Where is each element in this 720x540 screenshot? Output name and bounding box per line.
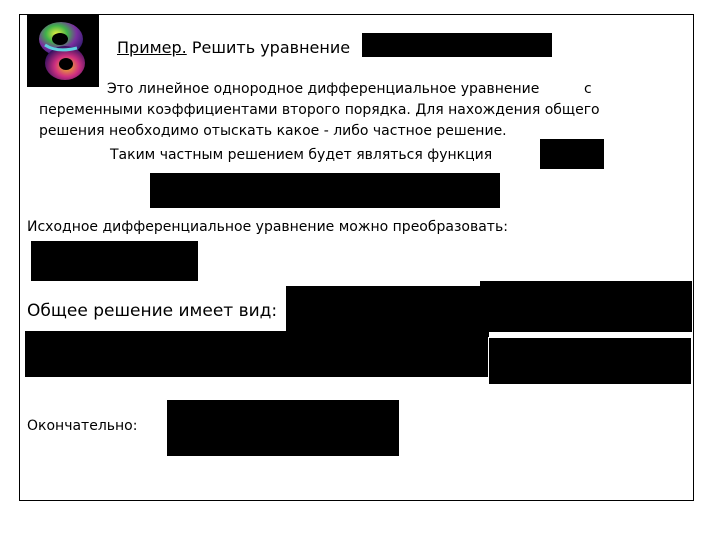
redacted-verification xyxy=(150,173,500,208)
example-task: Решить уравнение xyxy=(186,38,351,57)
paragraph-line-3: решения необходимо отыскать какое - либо частное решение. xyxy=(39,123,507,139)
redacted-general-solution-b xyxy=(480,281,692,303)
paragraph-line-4: Таким частным решением будет являться функция xyxy=(110,147,493,163)
torus-3d-figure-icon xyxy=(27,15,99,87)
redacted-integral xyxy=(25,331,489,377)
transform-text: Исходное дифференциальное уравнение можно преобразовать: xyxy=(27,219,508,235)
paragraph-line-1-tail: с xyxy=(584,81,592,97)
example-title xyxy=(117,38,350,57)
paragraph-line-1: Это линейное однородное дифференциальное уравнение xyxy=(107,81,540,97)
example-label: Пример. xyxy=(117,38,187,57)
redacted-particular-function xyxy=(540,139,604,169)
general-solution-text: Общее решение имеет вид: xyxy=(27,301,278,321)
redacted-final-answer xyxy=(167,400,399,456)
final-text: Окончательно: xyxy=(27,418,138,434)
redacted-integral-result xyxy=(488,337,692,385)
redacted-equation xyxy=(362,33,552,57)
paragraph-line-2: переменными коэффициентами второго порядка. Для нахождения общего xyxy=(39,102,600,118)
redacted-transformed-equation xyxy=(31,241,198,281)
